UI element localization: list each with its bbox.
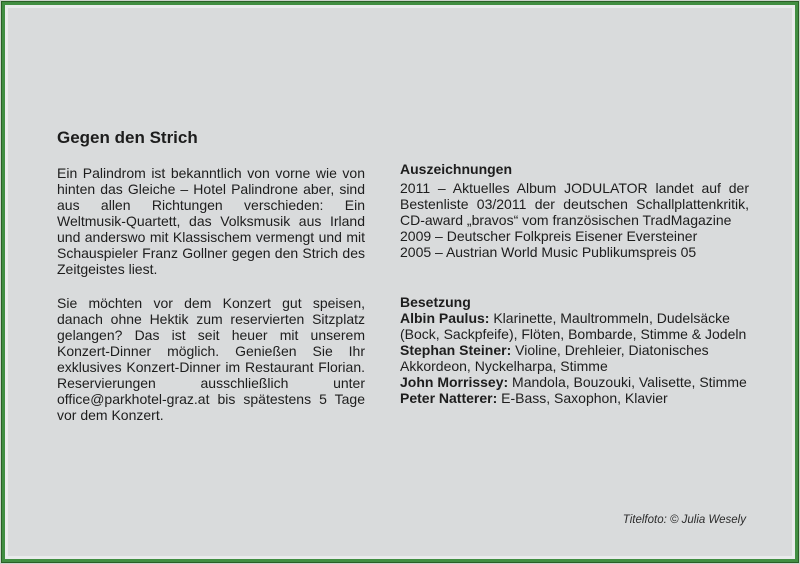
page-content-area [8,8,792,556]
lineup-member [400,390,749,406]
award-item-2009: 2009 – Deutscher Folkpreis Eisener Eversteiner [400,228,698,244]
member-name: Stephan Steiner: [400,342,512,358]
photo-credit: Titelfoto: © Julia Wesely [622,514,746,526]
member-name: John Morrissey: [400,374,509,390]
article-title: Gegen den Strich [57,128,198,147]
article-column [57,128,365,441]
member-name: Peter Natterer: [400,390,498,406]
member-instruments: Klarinette, Maultrommeln, Dudelsäcke (Bock, Sackpfeife), Flöten, Bombarde, Stimme & Jodeln [400,310,747,342]
lineup-member [400,342,749,374]
award-item-2005: 2005 – Austrian World Music Publikumspreis 05 [400,244,697,260]
member-instruments: E-Bass, Saxophon, Klavier [501,390,668,406]
lineup-title: Besetzung [400,294,471,310]
member-instruments: Mandola, Bouzouki, Valisette, Stimme [512,374,747,390]
award-item-2011: 2011 – Aktuelles Album JODULATOR landet auf der Bestenliste 03/2011 der deutschen Schallplattenkritik, CD-award „bravos“ vom französischen TradMagazine [400,180,749,228]
awards-title: Auszeichnungen [400,161,513,177]
article-paragraph-dinner: Sie möchten vor dem Konzert gut speisen, danach ohne Hektik zum reservierten Sitzplatz gelangen? Das ist seit heuer mit unserem Konzert-Dinner möglich. Genießen Sie Ihr exklusives Konzert-Dinner im Restaurant Florian. Reservierungen ausschließlich unter office@parkhotel-graz.at bis spätestens 5 Tage vor dem Konzert. [57,295,365,423]
article-paragraph-intro: Ein Palindrom ist bekanntlich von vorne wie von hinten das Gleiche – Hotel Palindrone aber, sind aus allen Richtungen verschieden: Ein Weltmusik-Quartett, das Volksmusik aus Irland und anderswo mit Klassischem vermengt und mit Schauspieler Franz Gollner gegen den Strich des Zeitgeistes liest. [57,165,365,277]
page-inner-frame [5,5,795,559]
lineup-member [400,374,749,390]
member-instruments: Violine, Drehleier, Diatonisches Akkordeon, Nyckelharpa, Stimme [400,342,709,374]
page-green-border [1,1,799,563]
lineup-member [400,310,749,342]
member-name: Albin Paulus: [400,310,490,326]
info-column [400,161,749,406]
